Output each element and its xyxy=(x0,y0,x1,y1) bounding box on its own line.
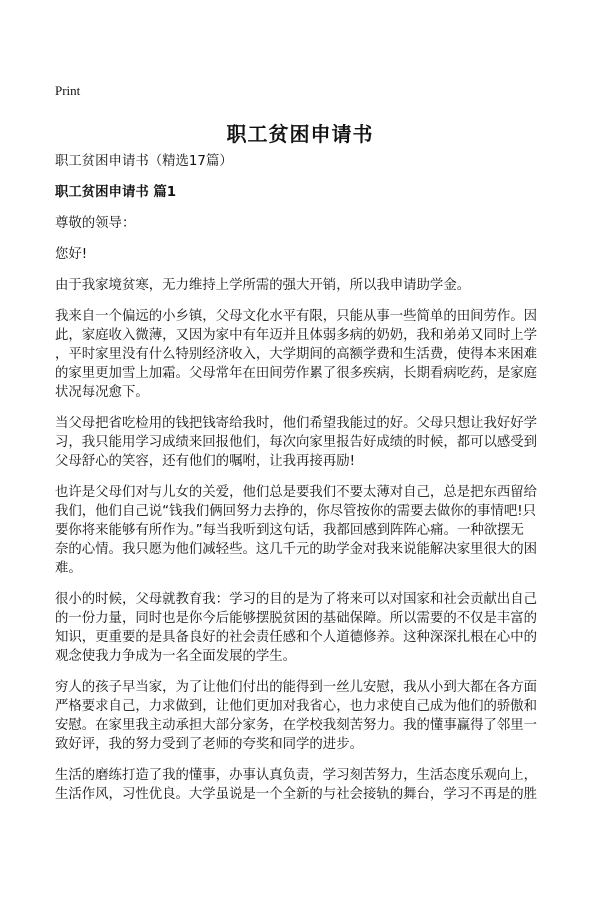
paragraph-line: 状况每况愈下。 xyxy=(55,385,149,400)
paragraph-line: 我来自一个偏远的小乡镇，父母文化水平有限，只能从事一些简单的田间劳作。因 xyxy=(55,309,538,324)
paragraph-line: 观念使我力争成为一名全面发展的学生。 xyxy=(55,649,297,664)
salutation: 尊敬的领导： xyxy=(55,216,136,231)
paragraph xyxy=(55,307,555,402)
print-label: Print xyxy=(55,83,81,98)
paragraph-line: 难。 xyxy=(55,561,82,576)
paragraph-line: 很小的时候，父母就教育我：学习的目的是为了将来可以对国家和社会贡献出自己 xyxy=(55,592,538,607)
paragraph xyxy=(55,678,555,754)
document-subtitle: 职工贫困申请书（精选17篇） xyxy=(55,154,233,169)
paragraph-line: 由于我家境贫寒，无力维持上学所需的强大开销，所以我申请助学金。 xyxy=(55,278,471,293)
paragraph-line: ，平时家里没有什么特别经济收入，大学期间的高额学费和生活费，使得本来困难 xyxy=(55,347,538,362)
paragraph-line: 要你将来能够有所作为。”每当我听到这句话，我都回感到阵阵心痛。一种欲摆无 xyxy=(55,523,524,538)
paragraph xyxy=(55,766,555,804)
paragraph xyxy=(55,414,555,471)
paragraph-line: 严格要求自己，力求做到，让他们更加对我省心，也力求使自己成为他们的骄傲和 xyxy=(55,699,538,714)
paragraph-line: 我们，他们自己说“钱我们俩回努力去挣的，你尽管按你的需要去做你的事情吧!只 xyxy=(55,504,536,519)
paragraph-line: 安慰。在家里我主动承担大部分家务，在学校我刻苦努力。我的懂事赢得了邻里一 xyxy=(55,718,538,733)
paragraph-line: 生活的磨练打造了我的懂事，办事认真负责，学习刻苦努力，生活态度乐观向上， xyxy=(55,768,538,783)
paragraph xyxy=(55,483,555,578)
section-heading: 职工贫困申请书 篇1 xyxy=(55,185,177,200)
document-body xyxy=(55,152,555,816)
paragraph-line: 此，家庭收入微薄，又因为家中有年迈并且体弱多病的奶奶，我和弟弟又同时上学 xyxy=(55,328,538,343)
paragraph-line: 的家里更加雪上加霜。父母常年在田间劳作累了很多疾病，长期看病吃药，是家庭 xyxy=(55,366,538,381)
paragraph-line: 穷人的孩子早当家，为了让他们付出的能得到一丝儿安慰，我从小到大都在各方面 xyxy=(55,680,538,695)
paragraph-line: 的一份力量，同时也是你今后能够摆脱贫困的基础保障。所以需要的不仅是丰富的 xyxy=(55,611,538,626)
paragraph-line: 父母舒心的笑容，还有他们的嘱咐，让我再接再励! xyxy=(55,454,355,469)
paragraph-line: 知识，更重要的是具备良好的社会责任感和个人道德修养。这种深深扎根在心中的 xyxy=(55,630,538,645)
paragraph-line: 生活作风，习性优良。大学虽说是一个全新的与社会接轨的舞台，学习不再是的胜 xyxy=(55,787,538,802)
document-title: 职工贫困申请书 xyxy=(226,122,374,146)
paragraph xyxy=(55,590,555,666)
paragraph-line: 习，我只能用学习成绩来回报他们，每次向家里报告好成绩的时候，都可以感受到 xyxy=(55,435,538,450)
paragraph xyxy=(55,276,555,295)
greeting: 您好! xyxy=(55,247,88,262)
paragraph-line: 也许是父母们对与儿女的关爱，他们总是要我们不要太薄对自己，总是把东西留给 xyxy=(55,485,538,500)
paragraph-line: 当父母把省吃检用的钱把钱寄给我时，他们希望我能过的好。父母只想让我好好学 xyxy=(55,416,538,431)
paragraph-line: 致好评，我的努力受到了老师的夸奖和同学的进步。 xyxy=(55,737,363,752)
paragraph-line: 奈的心情。我只愿为他们减轻些。这几千元的助学金对我来说能解决家里很大的困 xyxy=(55,542,538,557)
